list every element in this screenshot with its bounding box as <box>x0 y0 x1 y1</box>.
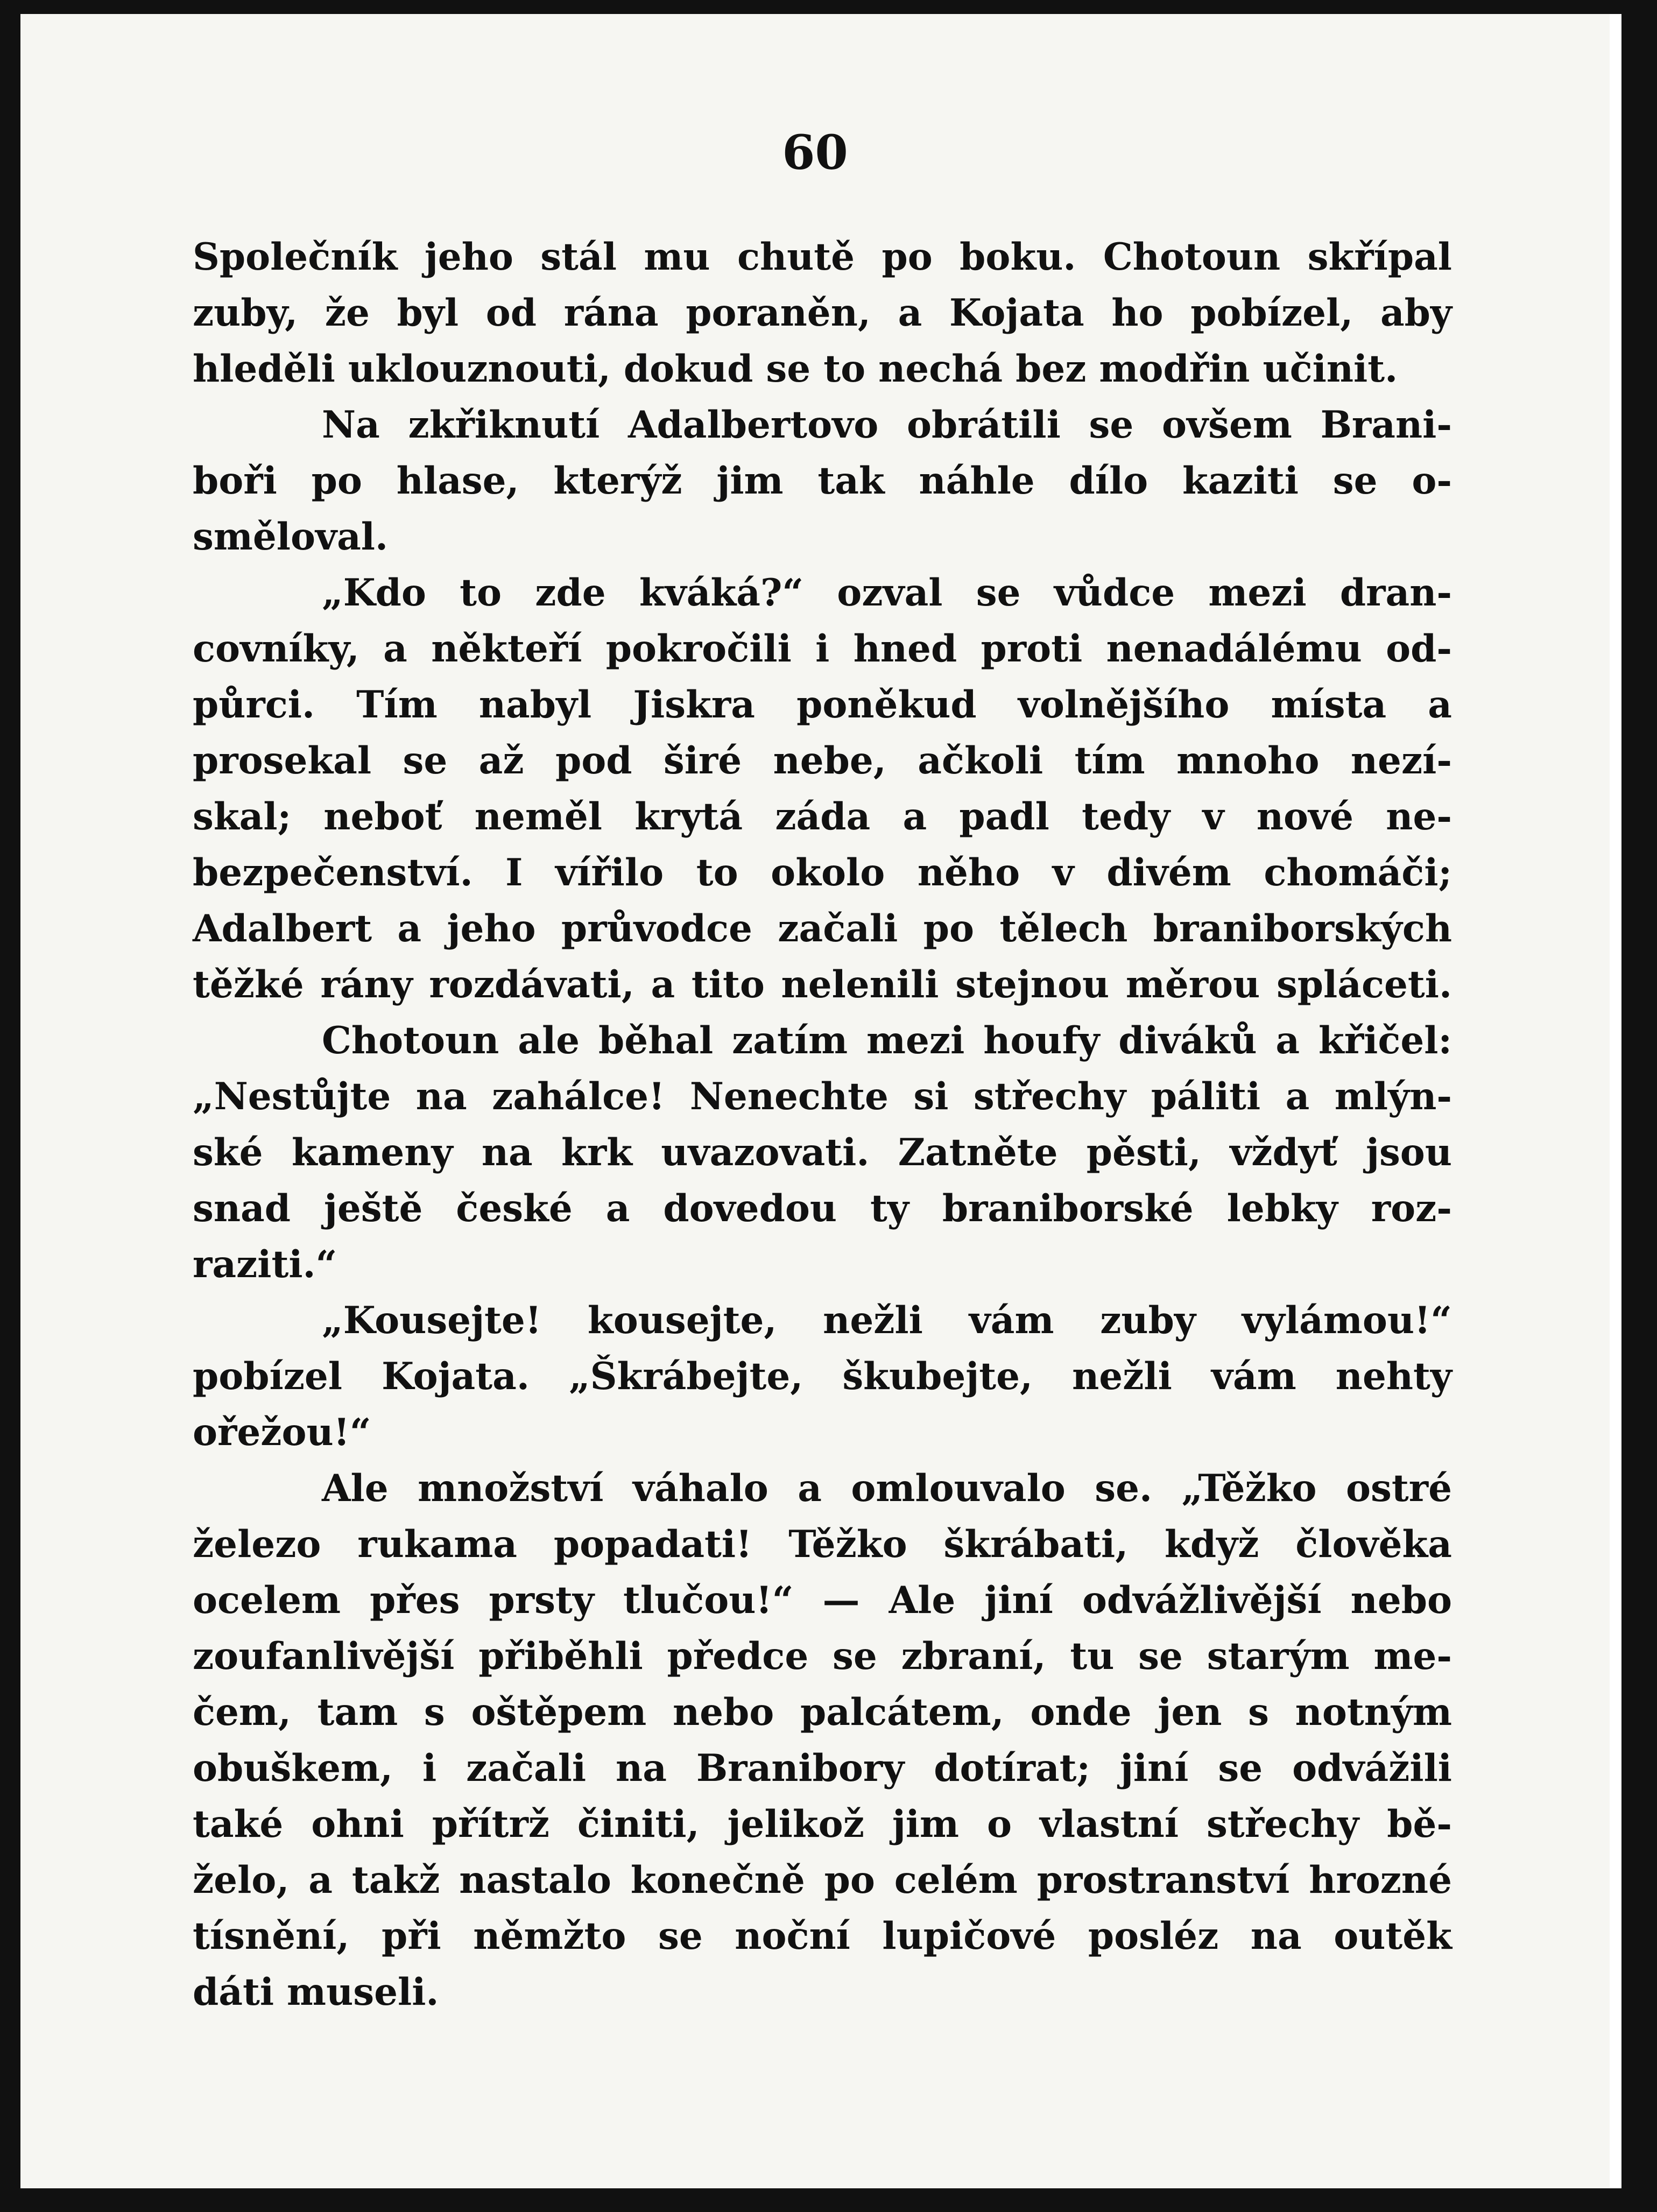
page-number: 60 <box>782 124 848 180</box>
text-line: Společník jeho stál mu chutě po boku. Chotoun skřípal <box>193 235 1452 279</box>
text-line: těžké rány rozdávati, a tito nelenili stejnou měrou spláceti. <box>193 963 1452 1006</box>
text-line: Adalbert a jeho průvodce začali po tělech braniborských <box>193 907 1452 950</box>
text-line: ořežou!“ <box>193 1411 371 1454</box>
text-line: zuby, že byl od rána poraněn, a Kojata ho pobízel, aby <box>193 291 1452 335</box>
text-line: hleděli uklouznouti, dokud se to nechá bez modřin učinit. <box>193 347 1398 391</box>
text-line: Chotoun ale běhal zatím mezi houfy diváků a křičel: <box>322 1019 1452 1062</box>
text-line: „Kousejte! kousejte, nežli vám zuby vylámou!“ <box>322 1299 1452 1342</box>
text-line: obuškem, i začali na Branibory dotírat; jiní se odvážili <box>193 1746 1452 1790</box>
text-line: Ale množství váhalo a omlouvalo se. „Těžko ostré <box>322 1467 1452 1510</box>
text-line: skal; neboť neměl krytá záda a padl tedy v nové ne- <box>193 795 1452 839</box>
text-line: Na zkřiknutí Adalbertovo obrátili se ovšem Brani- <box>322 403 1452 447</box>
text-line: „Kdo to zde kváká?“ ozval se vůdce mezi dran- <box>322 571 1452 615</box>
text-line: raziti.“ <box>193 1243 337 1286</box>
text-line: čem, tam s oštěpem nebo palcátem, onde jen s notným <box>193 1690 1452 1734</box>
text-line: prosekal se až pod širé nebe, ačkoli tím mnoho nezí- <box>193 739 1452 783</box>
text-line: železo rukama popadati! Těžko škrábati, když člověka <box>193 1523 1452 1566</box>
text-line: snad ještě české a dovedou ty braniborské lebky roz- <box>193 1187 1452 1230</box>
text-line: boři po hlase, kterýž jim tak náhle dílo kaziti se o- <box>193 459 1452 503</box>
text-line: tísnění, při němžto se noční lupičové posléz na outěk <box>193 1914 1452 1958</box>
text-line: ocelem přes prsty tlučou!“ — Ale jiní odvážlivější nebo <box>193 1579 1452 1622</box>
text-line: „Nestůjte na zahálce! Nenechte si střechy páliti a mlýn- <box>193 1075 1452 1118</box>
text-line: bezpečenství. I vířilo to okolo něho v divém chomáči; <box>193 851 1452 894</box>
text-line: covníky, a někteří pokročili i hned proti nenadálému od- <box>193 627 1452 671</box>
text-line: želo, a takž nastalo konečně po celém prostranství hrozné <box>193 1858 1452 1902</box>
text-line: pobízel Kojata. „Škrábejte, škubejte, nežli vám nehty <box>193 1355 1452 1398</box>
text-line: směloval. <box>193 515 389 559</box>
text-line: dáti museli. <box>193 1970 439 2014</box>
book-page <box>20 14 1621 2188</box>
text-line: také ohni přítrž činiti, jelikož jim o vlastní střechy bě- <box>193 1802 1452 1846</box>
text-line: ské kameny na krk uvazovati. Zatněte pěsti, vždyť jsou <box>193 1131 1452 1174</box>
text-line: zoufanlivější přiběhli předce se zbraní, tu se starým me- <box>193 1635 1452 1678</box>
text-line: půrci. Tím nabyl Jiskra poněkud volnějšího místa a <box>193 683 1452 727</box>
body-text <box>193 229 1452 2020</box>
